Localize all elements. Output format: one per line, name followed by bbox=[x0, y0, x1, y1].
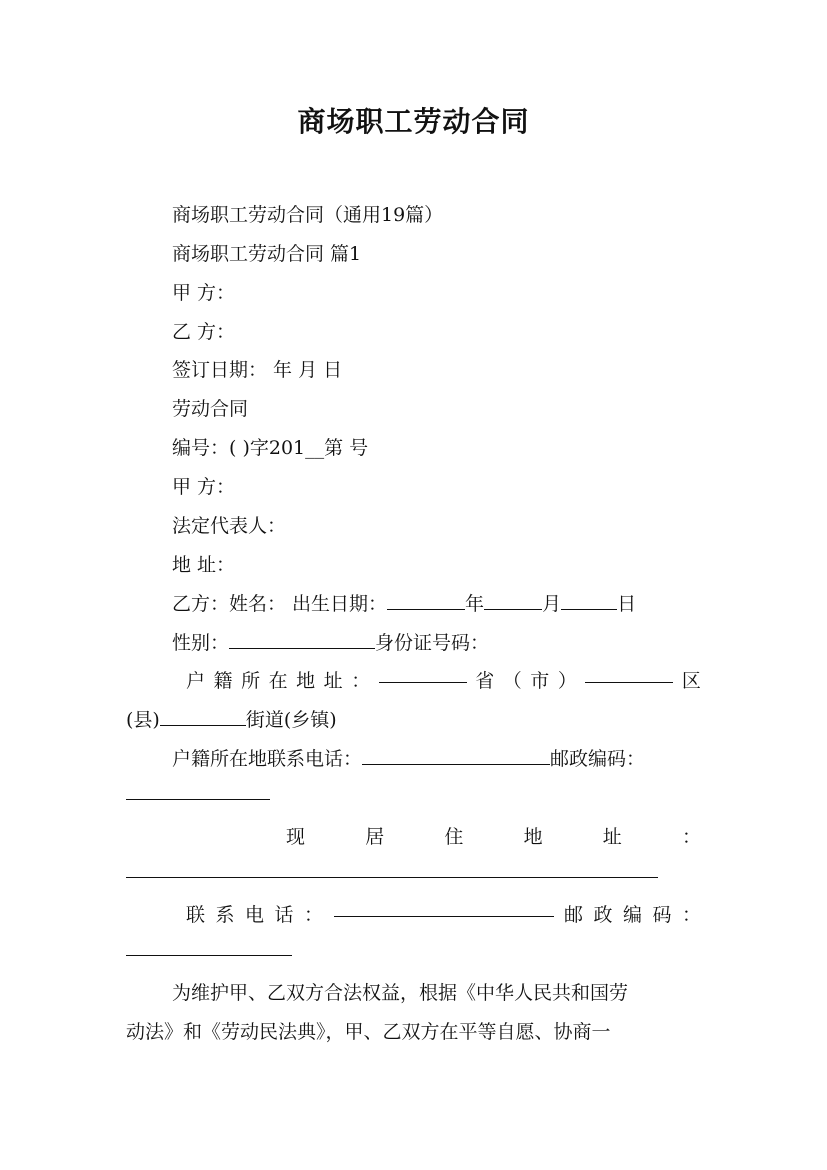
county-label: (县) bbox=[126, 709, 160, 731]
char: 籍 bbox=[213, 670, 233, 692]
postal-blank-line-2 bbox=[126, 939, 292, 961]
char: 所 bbox=[241, 670, 261, 692]
year-label: 年 bbox=[465, 593, 485, 615]
household-phone-label: 户籍所在地联系电话： bbox=[172, 748, 363, 770]
char: 居 bbox=[365, 826, 385, 848]
char: ： bbox=[351, 670, 371, 692]
char: 政 bbox=[593, 904, 613, 926]
name-birth-label: 乙方：姓名： 出生日期： bbox=[172, 593, 388, 615]
char: 户 bbox=[186, 670, 206, 692]
postal-code-blank bbox=[126, 783, 270, 800]
char: 住 bbox=[444, 826, 464, 848]
day-blank bbox=[561, 593, 617, 610]
paragraph-line: 动法》和《劳动民法典》，甲、乙双方在平等自愿、协商一 bbox=[126, 1021, 611, 1043]
district-blank bbox=[585, 666, 673, 683]
postal-blank-line bbox=[126, 783, 270, 805]
char: 邮 bbox=[563, 904, 583, 926]
doc-line: 地 址： bbox=[172, 554, 236, 576]
char: 编 bbox=[622, 904, 642, 926]
gender-blank bbox=[229, 632, 375, 649]
char: 市 bbox=[530, 670, 550, 692]
street-label: 街道(乡镇) bbox=[245, 709, 337, 731]
birth-line bbox=[172, 589, 636, 616]
doc-line: 甲 方： bbox=[172, 282, 236, 304]
province-blank bbox=[379, 666, 467, 683]
char: 区 bbox=[681, 670, 701, 692]
contact-phone-blank bbox=[334, 900, 554, 917]
doc-line: 甲 方： bbox=[172, 476, 236, 498]
char: 电 bbox=[245, 904, 265, 926]
doc-line: 商场职工劳动合同（通用19篇） bbox=[172, 204, 444, 226]
contact-phone-line bbox=[126, 900, 701, 927]
char: 系 bbox=[215, 904, 235, 926]
current-address-blank-line bbox=[126, 861, 658, 883]
doc-line: 签订日期： 年 月 日 bbox=[172, 359, 343, 381]
char: ： bbox=[304, 904, 324, 926]
doc-line: 编号：( )字201__第 号 bbox=[172, 437, 369, 459]
char: 地 bbox=[523, 826, 543, 848]
household-phone-line bbox=[172, 744, 645, 771]
char: （ bbox=[502, 670, 522, 692]
char: 址 bbox=[602, 826, 622, 848]
household-phone-blank bbox=[362, 748, 550, 765]
gender-line bbox=[172, 628, 489, 655]
id-number-label: 身份证号码： bbox=[375, 632, 490, 654]
county-blank bbox=[160, 709, 246, 726]
char: ： bbox=[681, 826, 701, 848]
doc-line: 商场职工劳动合同 篇1 bbox=[172, 243, 362, 265]
char: 话 bbox=[274, 904, 294, 926]
county-line bbox=[126, 705, 337, 732]
char: 在 bbox=[268, 670, 288, 692]
current-address-blank bbox=[126, 861, 658, 878]
month-blank bbox=[484, 593, 542, 610]
gender-label: 性别： bbox=[172, 632, 230, 654]
month-label: 月 bbox=[542, 593, 562, 615]
postal-code-blank-2 bbox=[126, 939, 292, 956]
char: ： bbox=[681, 904, 701, 926]
doc-line: 劳动合同 bbox=[172, 398, 249, 420]
year-blank bbox=[387, 593, 465, 610]
household-address-line bbox=[126, 666, 701, 693]
paragraph-line: 为维护甲、乙双方合法权益，根据《中华人民共和国劳 bbox=[172, 982, 629, 1004]
char: 联 bbox=[186, 904, 206, 926]
char: 现 bbox=[286, 826, 306, 848]
day-label: 日 bbox=[617, 593, 637, 615]
char: 码 bbox=[652, 904, 672, 926]
current-address-line bbox=[126, 822, 701, 849]
char: ） bbox=[557, 670, 577, 692]
doc-line: 法定代表人： bbox=[172, 515, 287, 537]
postal-code-label: 邮政编码： bbox=[550, 748, 646, 770]
page-title: 商场职工劳动合同 bbox=[297, 105, 530, 138]
char: 省 bbox=[475, 670, 495, 692]
doc-line: 乙 方： bbox=[172, 321, 236, 343]
char: 地 bbox=[296, 670, 316, 692]
char: 址 bbox=[323, 670, 343, 692]
